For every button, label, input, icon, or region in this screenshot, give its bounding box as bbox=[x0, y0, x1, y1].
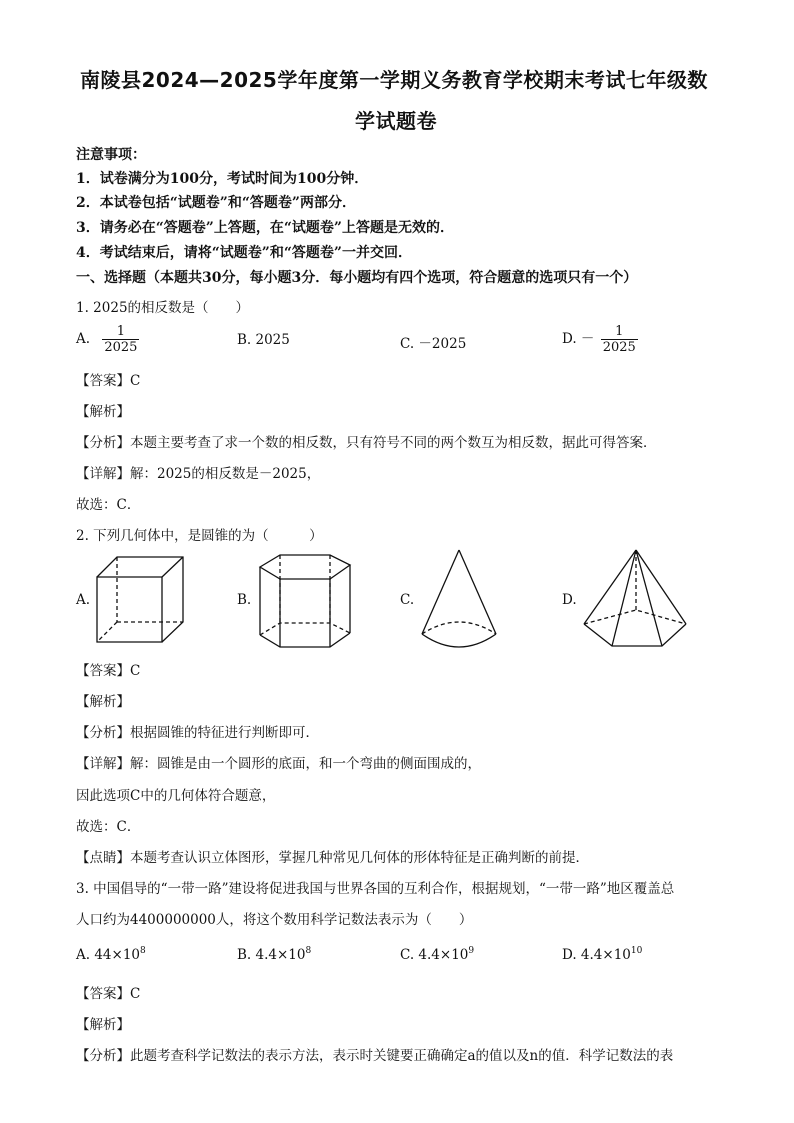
notice-item-1: 1．试卷满分为100分，考试时间为100分钟． bbox=[76, 171, 369, 187]
hexagonal-prism-icon bbox=[258, 553, 353, 651]
q1-fenxi: 【分析】本题主要考查了求一个数的相反数，只有符号不同的两个数互为相反数，据此可得答案． bbox=[76, 435, 657, 451]
q1-option-c[interactable]: C. －2025 bbox=[400, 336, 467, 352]
q3-option-a-exponent: 8 bbox=[140, 946, 146, 956]
notice-item-2: 2．本试卷包括“试题卷”和“答题卷”两部分． bbox=[76, 195, 356, 211]
q1-option-d[interactable] bbox=[562, 324, 638, 355]
q1-option-a-denominator: 2025 bbox=[104, 340, 138, 355]
page-title-line2: 学试题卷 bbox=[355, 109, 437, 133]
q2-xiangjie: 【详解】解：圆锥是由一个圆形的底面，和一个弯曲的侧面围成的， bbox=[76, 756, 481, 772]
q1-option-a[interactable] bbox=[76, 324, 139, 355]
q1-option-d-denominator: 2025 bbox=[602, 340, 636, 355]
q3-option-d[interactable] bbox=[562, 946, 642, 963]
section-heading-choice: 一、选择题（本题共30分，每小题3分．每小题均有四个选项，符合题意的选项只有一个） bbox=[76, 270, 638, 286]
q3-option-c[interactable] bbox=[400, 946, 474, 963]
page-title-line1: 南陵县2024—2025学年度第一学期义务教育学校期末考试七年级数 bbox=[80, 68, 708, 92]
q2-option-b[interactable]: B. bbox=[237, 592, 252, 608]
q1-guxuan: 故选：C． bbox=[76, 497, 141, 513]
cone-icon bbox=[420, 548, 500, 652]
q1-option-a-numerator: 1 bbox=[116, 324, 126, 339]
pentagonal-pyramid-icon bbox=[582, 548, 690, 652]
q1-stem: 1. 2025的相反数是（ ） bbox=[76, 300, 250, 316]
notice-item-4: 4．考试结束后，请将“试题卷”和“答题卷”一并交回． bbox=[76, 245, 412, 261]
q3-fenxi: 【分析】此题考查科学记数法的表示方法，表示时关键要正确确定a的值以及n的值．科学记数法的表 bbox=[76, 1048, 674, 1064]
q3-option-d-exponent: 10 bbox=[630, 946, 643, 956]
q1-answer: 【答案】C bbox=[76, 373, 141, 389]
q2-answer: 【答案】C bbox=[76, 663, 141, 679]
q3-answer: 【答案】C bbox=[76, 986, 141, 1002]
q1-option-a-fraction bbox=[102, 324, 139, 355]
q2-stem: 2. 下列几何体中，是圆锥的为（ ） bbox=[76, 528, 323, 544]
q1-option-d-label: D. － bbox=[562, 331, 595, 347]
q1-option-d-fraction bbox=[601, 324, 638, 355]
q3-option-b-base: B. 4.4×10 bbox=[237, 947, 306, 963]
q1-option-b[interactable]: B. 2025 bbox=[237, 332, 290, 348]
q2-option-c[interactable]: C. bbox=[400, 592, 415, 608]
q2-analysis-label: 【解析】 bbox=[76, 694, 130, 710]
notice-heading: 注意事项： bbox=[76, 147, 146, 163]
q2-option-a[interactable]: A. bbox=[76, 592, 91, 608]
q3-option-c-exponent: 9 bbox=[468, 946, 475, 956]
q1-option-d-numerator: 1 bbox=[615, 324, 624, 339]
notice-item-3: 3．请务必在“答题卷”上答题，在“试题卷”上答题是无效的． bbox=[76, 220, 454, 236]
q3-stem-line2: 人口约为4400000000人，将这个数用科学记数法表示为（ ） bbox=[76, 912, 473, 928]
q2-guxuan: 故选：C． bbox=[76, 819, 141, 835]
q3-option-b[interactable] bbox=[237, 946, 311, 963]
q2-detail-line2: 因此选项C中的几何体符合题意， bbox=[76, 788, 276, 804]
q2-fenxi: 【分析】根据圆锥的特征进行判断即可． bbox=[76, 725, 319, 741]
q3-option-c-base: C. 4.4×10 bbox=[400, 947, 469, 963]
q3-option-a-base: A. 44×10 bbox=[76, 947, 140, 963]
q1-analysis-label: 【解析】 bbox=[76, 404, 130, 420]
q1-option-a-label: A. bbox=[76, 331, 91, 347]
q1-xiangjie: 【详解】解：2025的相反数是－2025， bbox=[76, 466, 321, 482]
q3-stem-line1: 3. 中国倡导的“一带一路”建设将促进我国与世界各国的互利合作，根据规划，“一带一路”地区覆盖总 bbox=[76, 881, 675, 897]
q3-option-a[interactable] bbox=[76, 946, 146, 963]
q3-option-d-base: D. 4.4×10 bbox=[562, 947, 631, 963]
q3-option-b-exponent: 8 bbox=[305, 946, 312, 956]
cube-icon bbox=[95, 555, 190, 645]
q2-dianjing: 【点睛】本题考查认识立体图形，掌握几种常见几何体的形体特征是正确判断的前提． bbox=[76, 850, 589, 866]
q2-option-d[interactable]: D. bbox=[562, 592, 577, 608]
q3-analysis-label: 【解析】 bbox=[76, 1017, 130, 1033]
